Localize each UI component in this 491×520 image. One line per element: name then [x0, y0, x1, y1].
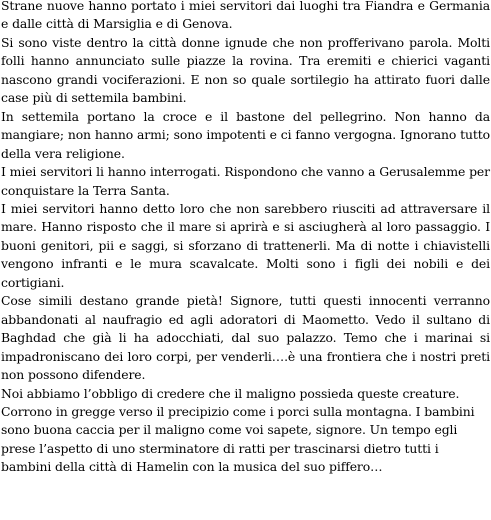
paragraph-7: Noi abbiamo l’obbligo di credere che il maligno possieda queste creature. Corrono in gregge verso il precipizio come i porci sulla montagna. I bambini sono buona caccia per il maligno come voi sapete, signore. Un tempo egli prese l’aspetto di uno sterminatore di ratti per trascinarsi dietro tutti i bambini della città di Hamelin con la musica del suo piffero…: [1, 385, 475, 475]
paragraph-4: I miei servitori li hanno interrogati. Rispondono che vanno a Gerusalemme per conquistare la Terra Santa.: [1, 164, 490, 198]
paragraph-5: I miei servitori hanno detto loro che non sarebbero riusciti ad attraversare il mare. Hanno risposto che il mare si aprirà e si asciugherà al loro passaggio. I buoni genitori, pii e saggi, si sforzano di trattenerli. Ma di notte i chiavistelli vengono infranti e le mura scavalcate. Molti sono i figli dei nobili e dei cortigiani.: [1, 200, 490, 290]
paragraph-6: Cose simili destano grande pietà! Signore, tutti questi innocenti verranno abbandonati al naufragio ed agli adoratori di Maometto. Vedo il sultano di Baghdad che già li ha adocchiati, dal suo palazzo. Temo che i marinai si impadroniscano dei loro corpi, per venderli….è una frontiera che i nostri preti non possono difendere.: [1, 293, 490, 383]
paragraph-2: Si sono viste dentro la città donne ignude che non profferivano parola. Molti folli hanno annunciato sulle piazze la rovina. Tra eremiti e chierici vaganti nascono grandi vociferazioni. E non so quale sortilegio ha attirato fuori dalle case più di settemila bambini.: [1, 34, 490, 106]
paragraph-1: Strane nuove hanno portato i miei servitori dai luoghi tra Fiandra e Germania e dalle città di Marsiglia e di Genova.: [1, 0, 490, 32]
paragraph-3: In settemila portano la croce e il bastone del pellegrino. Non hanno da mangiare; non hanno armi; sono impotenti e ci fanno vergogna. Ignorano tutto della vera religione.: [1, 108, 490, 161]
